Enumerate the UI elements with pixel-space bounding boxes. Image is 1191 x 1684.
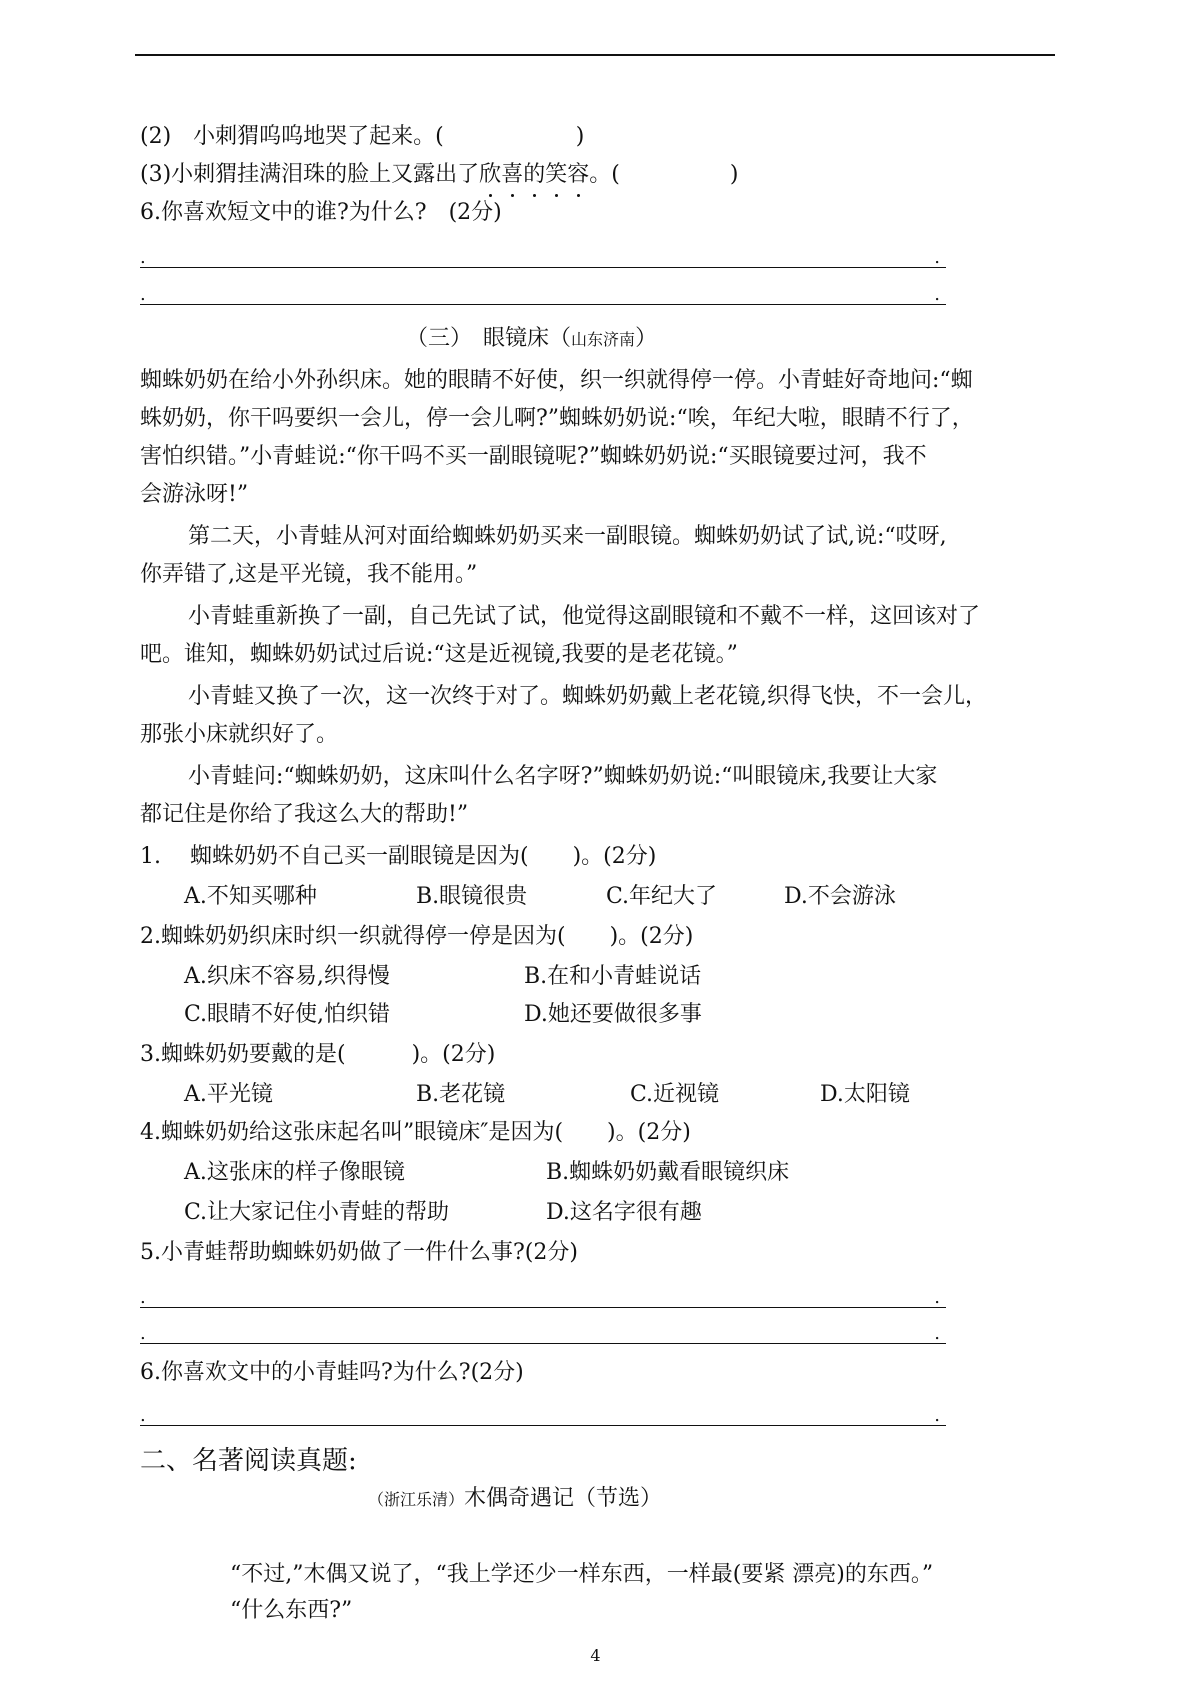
story-line: 小青蛙又换了一次，这一次终于对了。蜘蛛奶奶戴上老花镜,织得飞快，不一会儿， [188, 684, 987, 709]
option-1a[interactable]: A.不知买哪种 [184, 884, 317, 909]
option-3d[interactable]: D.太阳镜 [820, 1082, 910, 1107]
story-line: 会游泳呀!” [140, 482, 249, 507]
answer-line[interactable]: . . [140, 1285, 946, 1308]
option-3b[interactable]: B.老花镜 [416, 1082, 506, 1107]
story-line: 蜘蛛奶奶在给小外孙织床。她的眼睛不好使，织一织就得停一停。小青蛙好奇地问:“蜘 [140, 368, 973, 393]
question-5-3-bracket: 。( ) [589, 162, 739, 187]
story-line: 蛛奶奶，你干吗要织一会儿，停一会儿啊?”蜘蛛奶奶说:“唉，年纪大啦，眼睛不行了， [140, 406, 974, 431]
story-line: 吧。谁知，蜘蛛奶奶试过后说:“这是近视镜,我要的是老花镜。” [140, 642, 738, 667]
option-4a[interactable]: A.这张床的样子像眼镜 [184, 1160, 405, 1185]
emphasis-char: 笑 [545, 160, 567, 190]
question-5-3-text: (3)小刺猬挂满泪珠的脸上又露出了 [140, 162, 480, 187]
question-2: 2.蜘蛛奶奶织床时织一织就得停一停是因为( )。(2分) [140, 924, 694, 949]
header-rule [135, 54, 1055, 56]
option-3c[interactable]: C.近视镜 [630, 1082, 720, 1107]
option-4d[interactable]: D.这名字很有趣 [546, 1200, 702, 1225]
emphasis-char: 欣 [479, 160, 501, 190]
excerpt-line: “什么东西?” [230, 1598, 353, 1623]
story-line: 你弄错了,这是平光镜，我不能用。” [140, 562, 478, 587]
option-2c[interactable]: C.眼睛不好使,怕织错 [184, 1002, 391, 1027]
answer-line[interactable]: . . [140, 1321, 946, 1344]
question-1: 1. 蜘蛛奶奶不自己买一副眼镜是因为( )。(2分) [140, 844, 657, 869]
question-5: 5.小青蛙帮助蜘蛛奶奶做了一件什么事?(2分) [140, 1240, 578, 1265]
excerpt-line: “不过,”木偶又说了，“我上学还少一样东西，一样最(要紧 漂亮)的东西。” [230, 1562, 934, 1587]
option-1d[interactable]: D.不会游泳 [784, 884, 896, 909]
option-1b[interactable]: B.眼镜很贵 [416, 884, 528, 909]
emphasis-char: 喜 [501, 160, 523, 190]
question-5-3 [140, 160, 738, 190]
question-6-part-a: 6.你喜欢短文中的谁?为什么? (2分) [140, 200, 502, 225]
emphasis-char: 的 [523, 160, 545, 190]
question-3: 3.蜘蛛奶奶要戴的是( )。(2分) [140, 1042, 496, 1067]
emphasis-char: 容 [567, 160, 589, 190]
answer-line[interactable]: . . [140, 1403, 946, 1426]
question-6: 6.你喜欢文中的小青蛙吗?为什么?(2分) [140, 1360, 524, 1385]
option-2a[interactable]: A.织床不容易,织得慢 [184, 964, 390, 989]
option-4c[interactable]: C.让大家记住小青蛙的帮助 [184, 1200, 450, 1225]
story-title: （三） 眼镜床（山东济南） [406, 326, 658, 351]
option-4b[interactable]: B.蜘蛛奶奶戴看眼镜织床 [546, 1160, 790, 1185]
option-1c[interactable]: C.年纪大了 [606, 884, 718, 909]
story-line: 那张小床就织好了。 [140, 722, 339, 747]
excerpt-title: （浙江乐清）木偶奇遇记（节选） [368, 1486, 663, 1511]
section-heading: 二、名著阅读真题: [140, 1446, 357, 1476]
story-line: 第二天，小青蛙从河对面给蜘蛛奶奶买来一副眼镜。蜘蛛奶奶试了试,说:“哎呀, [188, 524, 947, 549]
question-5-2: (2) 小刺猬呜呜地哭了起来。( ) [140, 124, 585, 149]
story-line: 害怕织错。”小青蛙说:“你干吗不买一副眼镜呢?”蜘蛛奶奶说:“买眼镜要过河，我不 [140, 444, 927, 469]
story-line: 小青蛙重新换了一副，自己先试了试，他觉得这副眼镜和不戴不一样，这回该对了 [188, 604, 981, 629]
story-line: 小青蛙问:“蜘蛛奶奶，这床叫什么名字呀?”蜘蛛奶奶说:“叫眼镜床,我要让大家 [188, 764, 938, 789]
option-2d[interactable]: D.她还要做很多事 [524, 1002, 702, 1027]
answer-line[interactable]: . . [140, 282, 946, 305]
question-4: 4.蜘蛛奶奶给这张床起名叫”眼镜床″是因为( )。(2分) [140, 1120, 691, 1145]
option-3a[interactable]: A.平光镜 [184, 1082, 273, 1107]
page-number: 4 [590, 1646, 601, 1665]
answer-line[interactable]: . . [140, 245, 946, 268]
option-2b[interactable]: B.在和小青蛙说话 [524, 964, 702, 989]
story-line: 都记住是你给了我这么大的帮助!” [140, 802, 469, 827]
